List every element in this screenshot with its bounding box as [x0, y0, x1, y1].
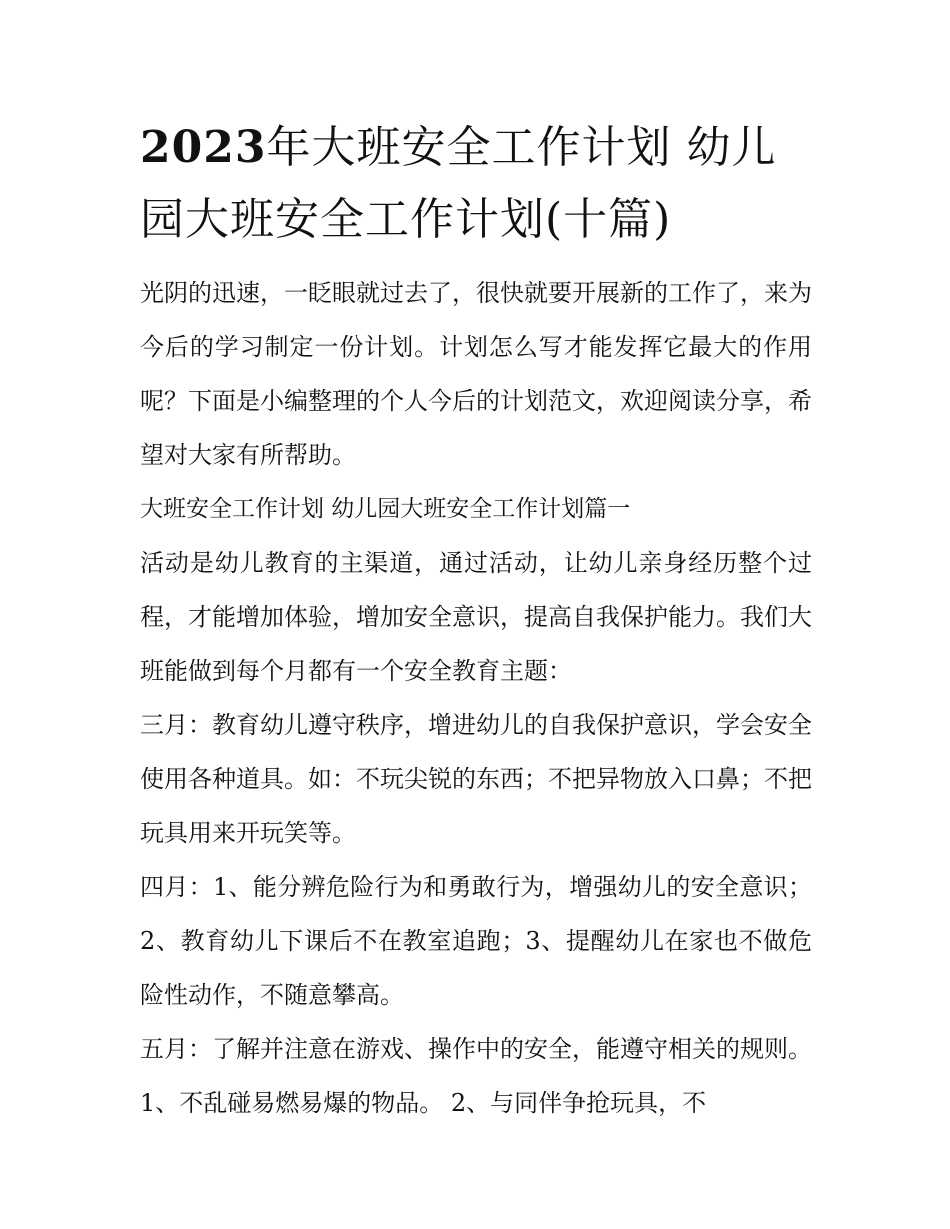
document-title	[140, 112, 812, 256]
body-paragraph-march: 三月：教育幼儿遵守秩序，增进幼儿的自我保护意识，学会安全使用各种道具。如：不玩尖锐的东西；不把异物放入口鼻；不把玩具用来开玩笑等。	[140, 711, 812, 847]
body-paragraph-april: 四月：1、能分辨危险行为和勇敢行为，增强幼儿的安全意识；2、教育幼儿下课后不在教室追跑；3、提醒幼儿在家也不做危险性动作，不随意攀高。	[140, 873, 812, 1009]
title-text: 年大班安全工作计划 幼儿园大班安全工作计划(十篇)	[140, 122, 777, 245]
body-paragraph: 活动是幼儿教育的主渠道，通过活动，让幼儿亲身经历整个过程，才能增加体验，增加安全意识，提高自我保护能力。我们大班能做到每个月都有一个安全教育主题：	[140, 549, 812, 685]
intro-paragraph: 光阴的迅速，一眨眼就过去了，很快就要开展新的工作了，来为今后的学习制定一份计划。计划怎么写才能发挥它最大的作用呢？下面是小编整理的个人今后的计划范文，欢迎阅读分享，希望对大家有所帮助。	[140, 279, 812, 469]
body-paragraph-may: 五月：了解并注意在游戏、操作中的安全，能遵守相关的规则。 1、不乱碰易燃易爆的物品。 2、与同伴争抢玩具，不	[140, 1035, 812, 1117]
section-heading: 大班安全工作计划 幼儿园大班安全工作计划篇一	[140, 496, 631, 522]
document-body	[140, 266, 812, 1130]
title-year: 2023	[140, 122, 267, 173]
document-content	[140, 112, 812, 1130]
